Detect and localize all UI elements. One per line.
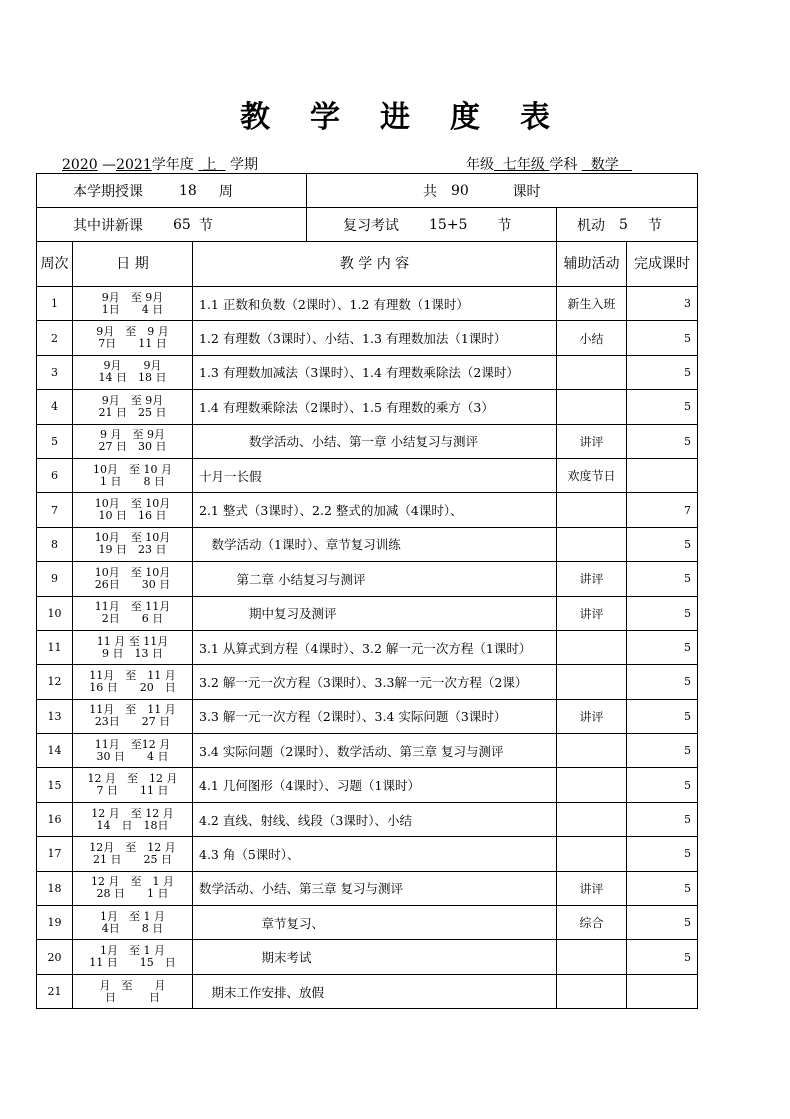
completed-hours: 5 <box>627 734 698 768</box>
table-row <box>37 974 698 1008</box>
week-number: 9 <box>37 562 73 596</box>
title-char: 度 <box>450 100 480 135</box>
summary-row-1 <box>37 174 698 208</box>
date-range <box>73 871 193 905</box>
date-days: 10 日 16 日 <box>98 509 167 523</box>
week-number: 8 <box>37 527 73 561</box>
table-row <box>37 768 698 802</box>
date-days: 16 日 20 日 <box>89 680 176 694</box>
teaching-content: 1.1 正数和负数（2课时）、1.2 有理数（1课时） <box>193 287 557 321</box>
schedule-rows <box>37 287 698 1009</box>
date-months: 9月 至 9月 <box>101 393 164 407</box>
week-number: 20 <box>37 940 73 974</box>
title-char: 学 <box>310 100 340 135</box>
date-range <box>73 974 193 1008</box>
teaching-content: 1.3 有理数加减法（3课时）、1.4 有理数乘除法（2课时） <box>193 355 557 389</box>
completed-hours: 5 <box>627 699 698 733</box>
teaching-content: 1.4 有理数乘除法（2课时）、1.5 有理数的乘方（3） <box>193 390 557 424</box>
school-year-line <box>62 154 258 174</box>
table-row <box>37 424 698 458</box>
date-months: 12 月 至 12 月 <box>87 772 178 786</box>
table-row <box>37 906 698 940</box>
weeks-label: 本学期授课 <box>73 183 143 200</box>
auxiliary-activity: 讲评 <box>557 871 627 905</box>
review-value: 15+5 <box>429 216 468 233</box>
week-number: 3 <box>37 355 73 389</box>
teaching-content: 1.2 有理数（3课时）、小结、1.3 有理数加法（1课时） <box>193 321 557 355</box>
total-unit: 课时 <box>512 183 541 200</box>
completed-hours: 5 <box>627 630 698 664</box>
year-label: 学年度 <box>151 157 194 173</box>
week-number: 15 <box>37 768 73 802</box>
teaching-content: 3.4 实际问题（2课时）、数学活动、第三章 复习与测评 <box>193 734 557 768</box>
auxiliary-activity <box>557 768 627 802</box>
date-range <box>73 734 193 768</box>
date-range <box>73 768 193 802</box>
date-range <box>73 699 193 733</box>
teaching-content: 4.3 角（5课时）、 <box>193 837 557 871</box>
table-row <box>37 287 698 321</box>
table-row <box>37 734 698 768</box>
auxiliary-activity: 综合 <box>557 906 627 940</box>
date-months: 12 月 至 1 月 <box>91 875 174 889</box>
date-months: 11月 至 11 月 <box>89 668 176 682</box>
date-range <box>73 493 193 527</box>
flex-label: 机动 <box>577 217 605 234</box>
date-range <box>73 562 193 596</box>
auxiliary-activity: 小结 <box>557 321 627 355</box>
week-number: 1 <box>37 287 73 321</box>
date-range <box>73 665 193 699</box>
auxiliary-activity <box>557 630 627 664</box>
teaching-content: 3.3 解一元一次方程（2课时）、3.4 实际问题（3课时） <box>193 699 557 733</box>
date-range <box>73 527 193 561</box>
total-value: 90 <box>451 182 469 199</box>
table-row <box>37 390 698 424</box>
completed-hours <box>627 458 698 492</box>
date-days: 7日 11 日 <box>98 337 167 351</box>
week-number: 5 <box>37 424 73 458</box>
table-row <box>37 321 698 355</box>
year-start: 2020 <box>62 157 98 173</box>
auxiliary-activity <box>557 390 627 424</box>
date-range <box>73 940 193 974</box>
auxiliary-activity <box>557 940 627 974</box>
summary-row-2 <box>37 208 698 242</box>
table-row <box>37 527 698 561</box>
subject-label: 学科 <box>549 157 578 173</box>
date-days: 28 日 1 日 <box>96 887 169 901</box>
completed-hours: 5 <box>627 390 698 424</box>
col-week-header: 周次 <box>37 242 73 287</box>
date-months: 12月 至 12 月 <box>89 840 176 854</box>
date-months: 11月 至 11月 <box>94 600 171 614</box>
completed-hours: 3 <box>627 287 698 321</box>
weeks-unit: 周 <box>218 183 233 200</box>
teaching-content: 数学活动、小结、第三章 复习与测评 <box>193 871 557 905</box>
date-range <box>73 355 193 389</box>
completed-hours <box>627 974 698 1008</box>
week-number: 19 <box>37 906 73 940</box>
date-months: 9 月 至 9月 <box>100 428 165 442</box>
col-activity-header: 辅助活动 <box>557 242 627 287</box>
term-value: 上 <box>202 157 217 173</box>
teaching-content: 期末工作安排、放假 <box>193 974 557 1008</box>
date-days: 4日 8 日 <box>101 921 164 935</box>
teaching-content: 数学活动（1课时）、章节复习训练 <box>193 527 557 561</box>
completed-hours: 5 <box>627 562 698 596</box>
completed-hours: 7 <box>627 493 698 527</box>
teaching-content: 章节复习、 <box>193 906 557 940</box>
date-days: 30 日 4 日 <box>96 749 169 763</box>
teaching-content: 4.2 直线、射线、线段（3课时）、小结 <box>193 802 557 836</box>
date-days: 1日 4 日 <box>101 302 164 316</box>
date-days: 23日 27 日 <box>94 715 171 729</box>
auxiliary-activity: 讲评 <box>557 424 627 458</box>
flex-unit: 节 <box>647 217 662 234</box>
date-days: 1 日 8 日 <box>100 474 165 488</box>
date-months: 10月 至 10 月 <box>93 462 172 476</box>
date-range <box>73 596 193 630</box>
auxiliary-activity: 讲评 <box>557 596 627 630</box>
new-value: 65 <box>173 216 191 233</box>
date-days: 11 日 15 日 <box>89 956 176 970</box>
flex-value: 5 <box>619 216 628 233</box>
date-range <box>73 802 193 836</box>
date-days: 26日 30 日 <box>94 577 171 591</box>
table-row <box>37 940 698 974</box>
date-range <box>73 287 193 321</box>
teaching-content: 期末考试 <box>193 940 557 974</box>
weeks-value: 18 <box>179 182 197 199</box>
date-months: 12 月 至 12 月 <box>91 806 174 820</box>
completed-hours: 5 <box>627 424 698 458</box>
table-row <box>37 802 698 836</box>
completed-hours: 5 <box>627 321 698 355</box>
date-days: 2日 6 日 <box>101 612 164 626</box>
date-months: 1月 至 1 月 <box>100 944 165 958</box>
date-range <box>73 321 193 355</box>
title-char: 表 <box>520 100 550 135</box>
date-months: 10月 至 10月 <box>94 531 171 545</box>
table-row <box>37 596 698 630</box>
auxiliary-activity <box>557 734 627 768</box>
subject-value: 数学 <box>590 157 619 173</box>
date-months: 月 至 月 <box>99 978 166 992</box>
table-row <box>37 493 698 527</box>
date-months: 11月 至 11 月 <box>89 703 176 717</box>
date-months: 11 月 至 11月 <box>96 634 169 648</box>
completed-hours: 5 <box>627 527 698 561</box>
completed-hours: 5 <box>627 906 698 940</box>
auxiliary-activity <box>557 837 627 871</box>
date-days: 7 日 11 日 <box>96 784 169 798</box>
week-number: 7 <box>37 493 73 527</box>
week-number: 13 <box>37 699 73 733</box>
date-days: 19 日 23 日 <box>98 543 167 557</box>
completed-hours: 5 <box>627 768 698 802</box>
date-range <box>73 837 193 871</box>
week-number: 17 <box>37 837 73 871</box>
table-row <box>37 562 698 596</box>
week-number: 16 <box>37 802 73 836</box>
date-months: 10月 至 10月 <box>94 565 171 579</box>
week-number: 2 <box>37 321 73 355</box>
date-months: 1月 至 1 月 <box>100 909 165 923</box>
col-date-header: 日 期 <box>73 242 193 287</box>
date-range <box>73 390 193 424</box>
week-number: 4 <box>37 390 73 424</box>
date-range <box>73 458 193 492</box>
week-number: 6 <box>37 458 73 492</box>
completed-hours: 5 <box>627 355 698 389</box>
table-row <box>37 355 698 389</box>
teaching-content: 4.1 几何图形（4课时）、习题（1课时） <box>193 768 557 802</box>
date-range <box>73 906 193 940</box>
teaching-content: 第二章 小结复习与测评 <box>193 562 557 596</box>
completed-hours: 5 <box>627 596 698 630</box>
teaching-content: 数学活动、小结、第一章 小结复习与测评 <box>193 424 557 458</box>
teaching-content: 十月一长假 <box>193 458 557 492</box>
teaching-content: 3.2 解一元一次方程（3课时）、3.3解一元一次方程（2课） <box>193 665 557 699</box>
auxiliary-activity: 新生入班 <box>557 287 627 321</box>
table-row <box>37 665 698 699</box>
table-row <box>37 837 698 871</box>
total-label: 共 <box>423 183 437 200</box>
completed-hours: 5 <box>627 871 698 905</box>
date-days: 14 日 18日 <box>96 818 169 832</box>
completed-hours: 5 <box>627 802 698 836</box>
table-row <box>37 458 698 492</box>
teaching-content: 2.1 整式（3课时）、2.2 整式的加减（4课时）、 <box>193 493 557 527</box>
grade-value: 七年级 <box>502 157 545 173</box>
table-row <box>37 871 698 905</box>
grade-label: 年级 <box>466 157 494 173</box>
auxiliary-activity <box>557 974 627 1008</box>
grade-subject-line <box>466 154 632 174</box>
date-days: 日 日 <box>105 990 160 1004</box>
auxiliary-activity: 欢度节日 <box>557 458 627 492</box>
title-char: 教 <box>240 100 270 135</box>
review-label: 复习考试 <box>343 217 399 234</box>
date-months: 9月 9月 <box>103 359 162 373</box>
date-months: 9月 至 9 月 <box>96 325 169 339</box>
term-label: 学期 <box>230 157 258 173</box>
schedule-table <box>36 173 698 1009</box>
week-number: 14 <box>37 734 73 768</box>
auxiliary-activity: 讲评 <box>557 562 627 596</box>
teaching-content: 3.1 从算式到方程（4课时）、3.2 解一元一次方程（1课时） <box>193 630 557 664</box>
date-range <box>73 630 193 664</box>
date-months: 10月 至 10月 <box>94 497 171 511</box>
new-label: 其中讲新课 <box>73 217 143 234</box>
table-row <box>37 630 698 664</box>
completed-hours: 5 <box>627 837 698 871</box>
title-char: 进 <box>380 100 410 135</box>
date-range <box>73 424 193 458</box>
week-number: 18 <box>37 871 73 905</box>
year-sep: — <box>102 157 117 173</box>
completed-hours: 5 <box>627 940 698 974</box>
col-content-header: 教 学 内 容 <box>193 242 557 287</box>
page-title <box>0 92 790 136</box>
table-row <box>37 699 698 733</box>
date-days: 21 日 25 日 <box>93 852 172 866</box>
week-number: 10 <box>37 596 73 630</box>
year-end: 2021 <box>116 157 152 173</box>
week-number: 21 <box>37 974 73 1008</box>
auxiliary-activity: 讲评 <box>557 699 627 733</box>
date-days: 14 日 18 日 <box>98 371 167 385</box>
auxiliary-activity <box>557 493 627 527</box>
date-days: 9 日 13 日 <box>102 646 163 660</box>
date-days: 21 日 25 日 <box>98 405 167 419</box>
date-months: 11月 至12 月 <box>94 737 171 751</box>
completed-hours: 5 <box>627 665 698 699</box>
column-header-row <box>37 242 698 287</box>
auxiliary-activity <box>557 355 627 389</box>
auxiliary-activity <box>557 527 627 561</box>
review-unit: 节 <box>497 217 512 234</box>
auxiliary-activity <box>557 802 627 836</box>
col-hours-header: 完成课时 <box>627 242 698 287</box>
auxiliary-activity <box>557 665 627 699</box>
new-unit: 节 <box>198 217 213 234</box>
week-number: 12 <box>37 665 73 699</box>
week-number: 11 <box>37 630 73 664</box>
date-days: 27 日 30 日 <box>98 440 167 454</box>
date-months: 9月 至 9月 <box>101 290 164 304</box>
teaching-content: 期中复习及测评 <box>193 596 557 630</box>
